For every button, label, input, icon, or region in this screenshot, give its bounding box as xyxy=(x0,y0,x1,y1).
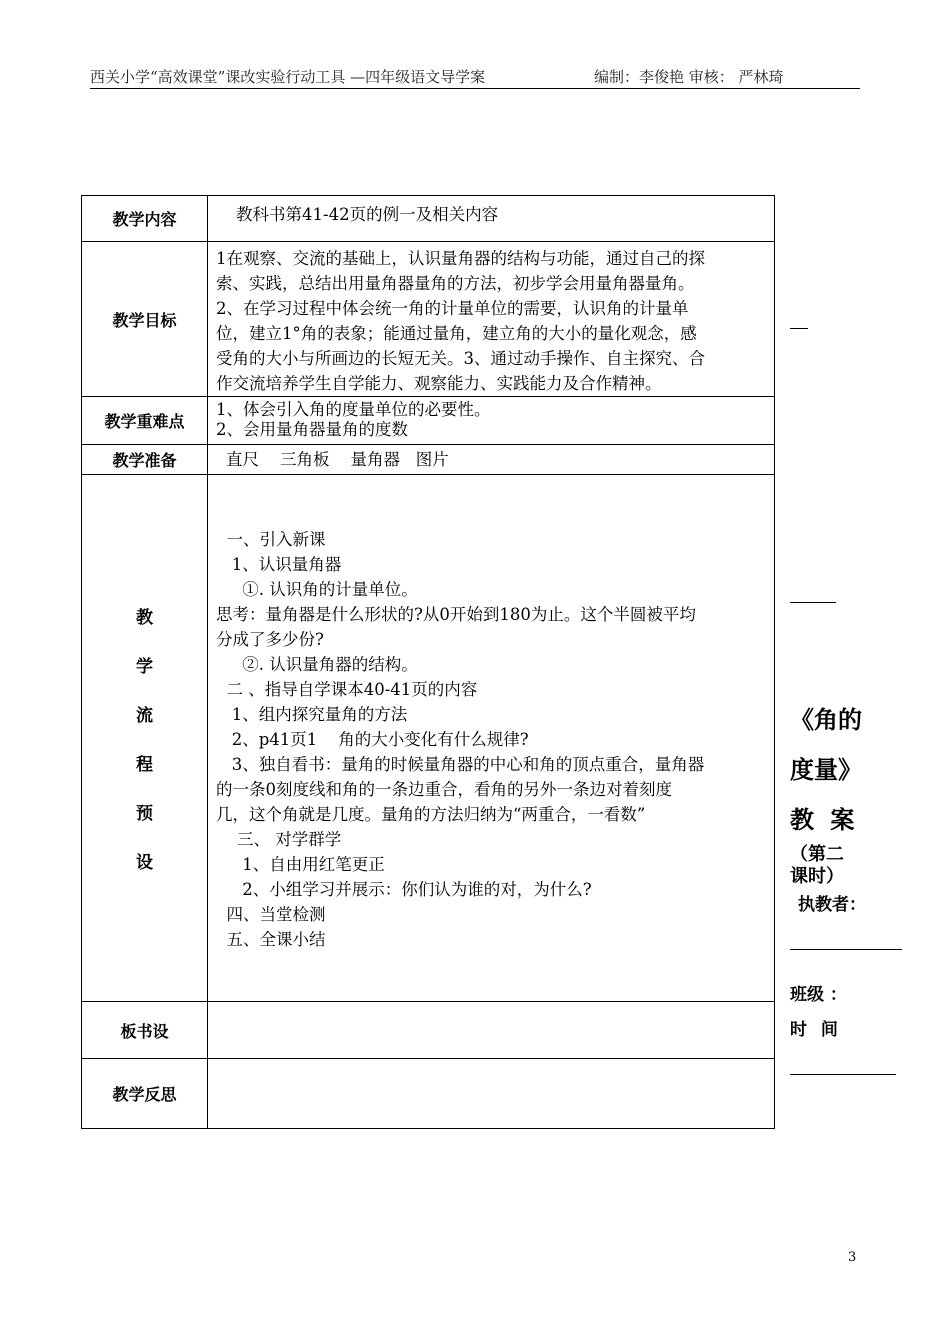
goals-line: 1在观察、交流的基础上，认识量角器的结构与功能，通过自己的探 xyxy=(216,249,705,268)
process-cell xyxy=(208,475,775,1002)
side-time-label: 时 间 xyxy=(790,1020,838,1040)
side-session-line-2: 课时） xyxy=(790,866,844,887)
key-point-line: 2、会用量角器量角的度数 xyxy=(216,420,408,439)
label-key-points: 教学重难点 xyxy=(82,397,208,445)
time-blank-line xyxy=(790,1074,896,1075)
row-board-design xyxy=(82,1002,775,1059)
process-label-char: 设 xyxy=(136,853,153,873)
row-key-points xyxy=(82,397,775,445)
goals-text xyxy=(208,242,774,396)
label-preparation: 教学准备 xyxy=(82,445,208,475)
process-line: 2、p41页1 角的大小变化有什么规律? xyxy=(216,730,529,749)
process-line: 2、小组学习并展示：你们认为谁的对，为什么? xyxy=(216,880,592,899)
lesson-plan-table xyxy=(81,195,775,1129)
teaching-goals-cell xyxy=(208,242,775,397)
process-label-char: 流 xyxy=(136,706,153,726)
side-title-line-3: 教 案 xyxy=(790,806,859,834)
teacher-blank-line xyxy=(790,949,902,950)
process-line: 的一条0刻度线和角的一条边重合，看角的另外一条边对着刻度 xyxy=(216,780,672,799)
side-short-rule xyxy=(790,328,808,329)
process-text xyxy=(208,475,774,952)
process-line: 一、引入新课 xyxy=(216,530,326,549)
row-process xyxy=(82,475,775,1002)
process-line: 1、认识量角器 xyxy=(216,555,342,574)
side-class-label: 班级 ： xyxy=(790,985,847,1005)
process-line: 五、全课小结 xyxy=(216,930,326,949)
process-line: 3、独自看书：量角的时候量角器的中心和角的顶点重合，量角器 xyxy=(216,755,705,774)
process-line: 分成了多少份? xyxy=(216,630,324,649)
row-teaching-content xyxy=(82,196,775,242)
process-line: 思考：量角器是什么形状的?从0开始到180为止。这个半圆被平均 xyxy=(216,605,696,624)
process-line: 三、 对学群学 xyxy=(216,830,342,849)
side-rule xyxy=(790,602,836,603)
teaching-content-text: 教科书第41-42页的例一及相关内容 xyxy=(236,205,499,224)
process-line: ②. 认识量角器的结构。 xyxy=(216,655,418,674)
key-point-line: 1、体会引入角的度量单位的必要性。 xyxy=(216,400,491,419)
side-title-line-1: 《角的 xyxy=(790,706,862,734)
goals-line: 2、在学习过程中体会统一角的计量单位的需要，认识角的计量单 xyxy=(216,299,689,318)
process-line: 四、当堂检测 xyxy=(216,905,326,924)
label-teaching-goals: 教学目标 xyxy=(82,242,208,397)
row-preparation xyxy=(82,445,775,475)
header-authors: 编制：李俊艳 审核： 严林琦 xyxy=(594,68,784,86)
label-teaching-content: 教学内容 xyxy=(82,196,208,242)
label-board-design: 板书设 xyxy=(82,1002,208,1059)
label-process xyxy=(82,475,208,1002)
page-header xyxy=(90,64,860,89)
process-line: 几，这个角就是几度。量角的方法归纳为“两重合，一看数” xyxy=(216,805,646,824)
goals-line: 索、实践，总结出用量角器量角的方法，初步学会用量角器量角。 xyxy=(216,274,695,293)
process-line: ①. 认识角的计量单位。 xyxy=(216,580,418,599)
page-number: 3 xyxy=(848,1250,857,1265)
side-session-line-1: （第二 xyxy=(790,844,844,865)
process-line: 1、自由用红笔更正 xyxy=(216,855,385,874)
key-points-cell xyxy=(208,397,775,445)
preparation-cell xyxy=(208,445,775,475)
process-label-char: 程 xyxy=(136,755,153,775)
process-label-char: 教 xyxy=(136,608,153,628)
label-reflection: 教学反思 xyxy=(82,1059,208,1129)
row-reflection xyxy=(82,1059,775,1129)
reflection-cell xyxy=(208,1059,775,1129)
board-design-cell xyxy=(208,1002,775,1059)
goals-line: 位，建立1°角的表象；能通过量角，建立角的大小的量化观念，感 xyxy=(216,324,697,343)
side-title-line-2: 度量》 xyxy=(790,756,862,784)
process-label-char: 学 xyxy=(136,657,153,677)
teaching-content-cell xyxy=(208,196,775,242)
header-school-title: 西关小学“高效课堂”课改实验行动工具 —四年级语文导学案 xyxy=(90,68,486,86)
side-teacher-label: 执教者： xyxy=(798,895,866,915)
goals-line: 作交流培养学生自学能力、观察能力、实践能力及合作精神。 xyxy=(216,374,662,393)
process-line: 二 、指导自学课本40-41页的内容 xyxy=(216,680,478,699)
row-teaching-goals xyxy=(82,242,775,397)
process-line: 1、组内探究量角的方法 xyxy=(216,705,408,724)
process-label-char: 预 xyxy=(136,804,153,824)
key-points-text xyxy=(208,397,774,440)
goals-line: 受角的大小与所画边的长短无关。3、通过动手操作、自主探究、合 xyxy=(216,349,705,368)
preparation-text: 直尺 三角板 量角器 图片 xyxy=(226,450,449,469)
